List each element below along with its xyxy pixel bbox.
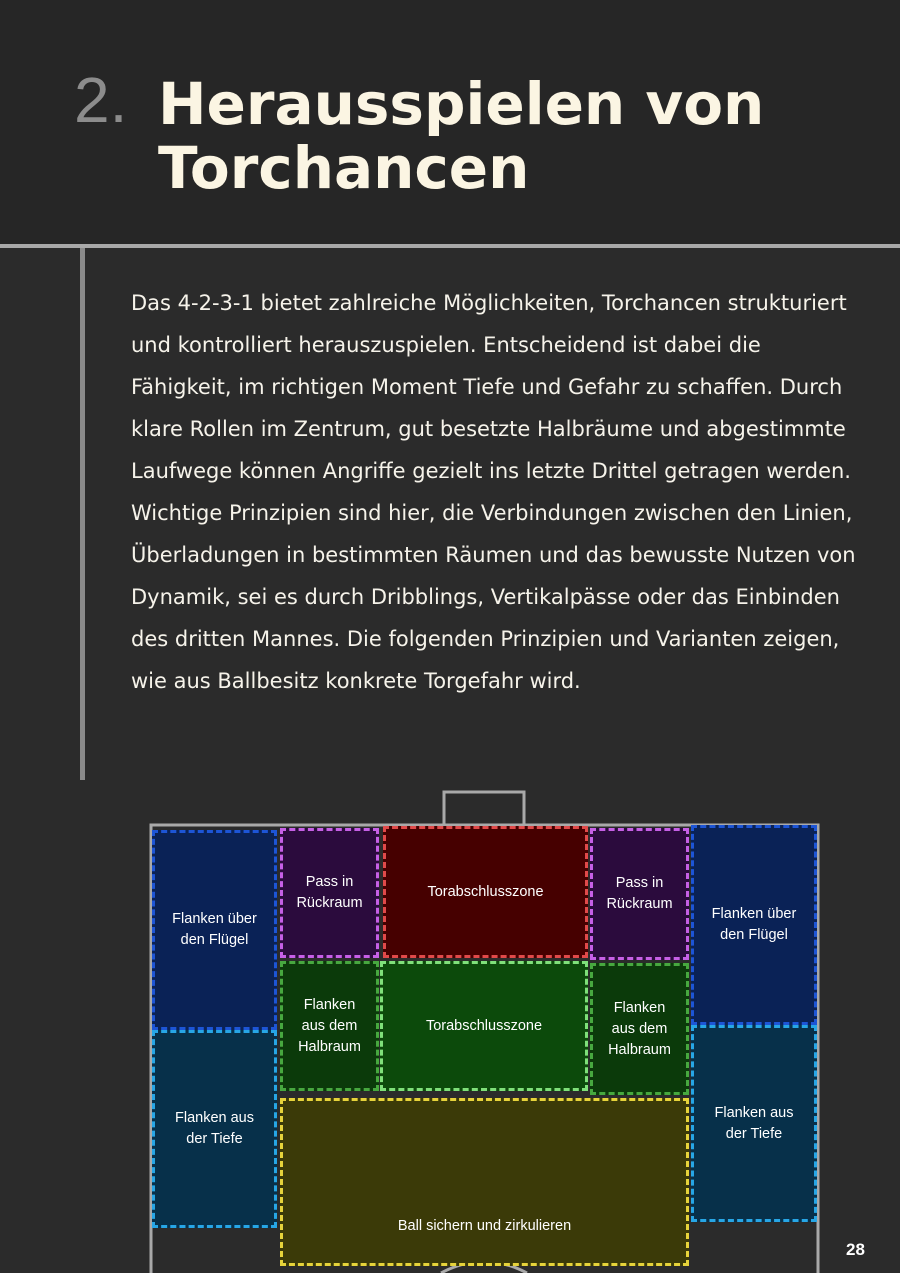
zone-label: Torabschlusszone xyxy=(425,1017,543,1034)
zone-label: Flanken über den Flügel xyxy=(711,906,797,943)
zone-label: Pass in Rückraum xyxy=(296,874,363,911)
chapter-title: Herausspielen von Torchancen xyxy=(158,70,765,202)
zone-finishing-center xyxy=(380,961,588,1091)
zone-label: Flanken aus der Tiefe xyxy=(175,1110,254,1147)
zone-label: Ball sichern und zirkulieren xyxy=(397,1218,572,1234)
zone-label: Flanken aus der Tiefe xyxy=(714,1104,794,1142)
goal-frame xyxy=(444,792,524,825)
zone-finishing-top xyxy=(383,826,588,958)
page-number: 28 xyxy=(846,1240,865,1259)
zone-label: Flanken über den Flügel xyxy=(172,911,257,948)
zone-circulation xyxy=(280,1098,689,1266)
side-accent-rule xyxy=(80,248,85,780)
zone-halfspace-cross-left xyxy=(280,961,379,1091)
zone-cutback-left xyxy=(280,828,379,958)
zone-label: Flanken aus dem Halbraum xyxy=(608,999,671,1058)
pitch-zone-diagram xyxy=(0,780,900,1273)
zone-wing-cross-left xyxy=(152,830,277,1030)
page-header xyxy=(0,0,900,244)
header-divider xyxy=(0,244,900,248)
zone-label: Torabschlusszone xyxy=(427,883,544,900)
zone-wing-cross-right xyxy=(691,825,817,1025)
zone-cutback-right xyxy=(590,828,689,960)
zone-label: Flanken aus dem Halbraum xyxy=(298,996,361,1055)
zone-halfspace-cross-right xyxy=(590,963,689,1095)
zone-deep-cross-left xyxy=(152,1030,277,1228)
chapter-number: 2. xyxy=(74,64,128,136)
zone-deep-cross-right xyxy=(691,1025,817,1222)
zone-label: Pass in Rückraum xyxy=(606,875,673,912)
intro-paragraph: Das 4-2-3-1 bietet zahlreiche Möglichkeiten, Torchancen strukturiert und kontrolliert herauszuspielen. Entscheidend ist dabei die Fähigkeit, im richtigen Moment Tiefe und Gefahr zu schaffen. Durch klare Rollen im Zentrum, gut besetzte Halbräume und abgestimmte Laufwege können Angriffe gezielt ins letzte Drittel getragen werden. Wichtige Prinzipien sind hier, die Verbindungen zwischen den Linien, Überladungen in bestimmten Räumen und das bewusste Nutzen von Dynamik, sei es durch Dribblings, Vertikalpässe oder das Einbinden des dritten Mannes. Die folgenden Prinzipien und Varianten zeigen, wie aus Ballbesitz konkrete Torgefahr wird. xyxy=(131,291,856,693)
